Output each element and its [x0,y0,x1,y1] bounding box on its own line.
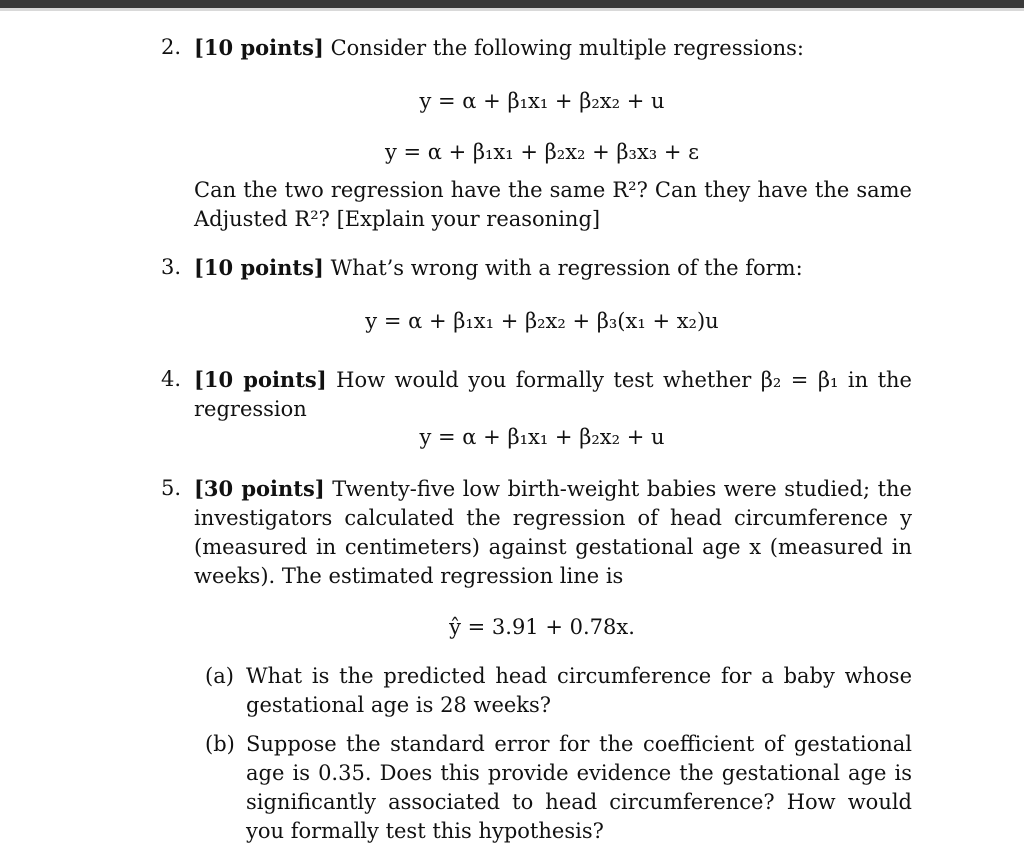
q4-points: [10 points] [194,367,327,392]
q3-points: [10 points] [194,255,324,280]
q4-header [194,365,912,424]
q3-header [194,253,803,283]
q5-equation: ŷ = 3.91 + 0.78x. [449,615,635,639]
q5-part-a-label: (a) [205,664,234,688]
q2-equation-1: y = α + β₁x₁ + β₂x₂ + u [419,89,665,113]
q5-header [194,474,912,591]
q3-equation: y = α + β₁x₁ + β₂x₂ + β₃(x₁ + x₂)u [365,309,719,333]
q4-number: 4. [161,367,182,391]
q5-prompt: Twenty-five low birth-weight babies were studied; the investigators calculated the regression of head circumference y (measured in centimeters) against gestational age x (measured in weeks). The estimated regression line is [194,477,912,588]
q2-points: [10 points] [194,35,324,60]
q2-equation-2: y = α + β₁x₁ + β₂x₂ + β₃x₃ + ε [384,140,700,164]
q2-number: 2. [161,35,182,59]
q4-prompt: How would you formally test whether β₂ = β₁ in the regression [194,368,912,421]
q5-part-b-text: Suppose the standard error for the coefficient of gestational age is 0.35. Does this provide evidence the gestational age is significantly associated to head circumference? How would you formally test this hypothesis? [246,732,912,843]
q3-number: 3. [161,255,182,279]
q5-part-b-label: (b) [205,732,235,756]
q3-prompt: What’s wrong with a regression of the form: [330,256,803,280]
q4-equation: y = α + β₁x₁ + β₂x₂ + u [419,425,665,449]
q5-points: [30 points] [194,476,325,501]
q2-question: Can the two regression have the same R²? Can they have the same Adjusted R²? [Explain your reasoning] [194,178,912,231]
q5-part-a-text: What is the predicted head circumference for a baby whose gestational age is 28 weeks? [246,664,912,717]
q5-number: 5. [161,476,182,500]
q2-header [194,33,804,63]
q2-prompt: Consider the following multiple regressions: [330,36,805,60]
